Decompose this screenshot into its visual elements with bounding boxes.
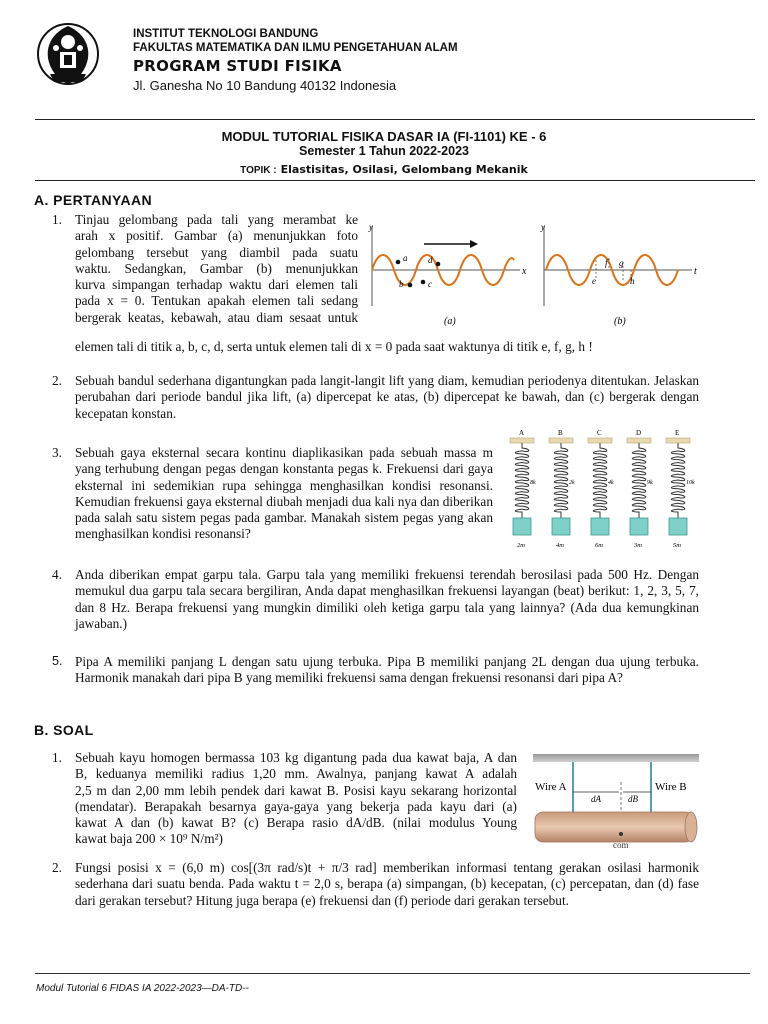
s1-line: B, keduanya memiliki radius 1,20 mm. Awalnya, panjang kawat A adalah: [75, 766, 517, 782]
section-b-heading: B. SOAL: [34, 722, 94, 738]
point-g: g: [619, 258, 624, 268]
point-d: d: [428, 255, 433, 265]
q1-line: waktu. Sedangkan, Gambar (b) menunjukkan: [75, 260, 358, 276]
q3-text: Sebuah gaya eksternal secara kontinu diaplikasikan pada sebuah massa m yang terhubung dengan pegas dengan konstanta pegas k. Frekuensi dari gaya eksternal ini sedemikian rupa sehingga menghasilkan kondisi resonansi. Kemudian frekuensi gaya eksternal diubah menjadi dua kali nya dan diberikan pada salah satu sistem pegas pada gambar. Manakah sistem pegas yang akan menghasilkan kondisi resonansi?: [75, 445, 493, 542]
wave-figure: [366, 220, 712, 332]
label-b: (b): [614, 316, 626, 327]
wire-a-label: Wire A: [535, 781, 567, 793]
topic-line: [0, 160, 768, 178]
q1-line: Tinjau gelombang pada tali yang merambat ke: [75, 212, 358, 227]
axis-y-a: y: [369, 222, 373, 232]
q1-line: gelombang tersebut yang diambil pada suatu: [75, 244, 358, 260]
spring-mount: [627, 438, 651, 443]
q4-number: 4.: [52, 567, 62, 582]
semester: Semester 1 Tahun 2022-2023: [298, 144, 469, 158]
q1-line: pada x = 0. Tentukan apakah elemen tali sedang: [75, 293, 358, 309]
mass-label: 5m: [673, 542, 681, 549]
q2-text: Sebuah bandul sederhana digantungkan pada langit-langit lift yang diam, kemudian periodenya ditentukan. Jelaskan perubahan dari periode bandul jika lift, (a) dipercepat ke atas, (b) dipercepat ke bawah, dan (c) bergerak dengan kecepatan konstan.: [75, 373, 699, 421]
spring-mount: [588, 438, 612, 443]
point-e: e: [592, 276, 596, 286]
q1-line: arah x positif. Gambar (a) menunjukkan foto: [75, 228, 358, 244]
s1-line: (mendatar). Berapakah besarnya gaya-gaya yang bekerja pada kayu dari (a): [75, 798, 517, 814]
com-label: com: [613, 840, 629, 850]
q2-number: 2.: [52, 373, 62, 388]
mass-label: 6m: [595, 542, 603, 549]
itb-logo: [36, 18, 100, 90]
spring-mount: [549, 438, 573, 443]
mass-block: [513, 518, 531, 535]
mass-block: [669, 518, 687, 535]
mass-label: 4m: [556, 542, 564, 549]
faculty-name: FAKULTAS MATEMATIKA DAN ILMU PENGETAHUAN ALAM: [133, 42, 458, 54]
spring-label: C: [597, 429, 602, 437]
axis-y-b: y: [541, 222, 545, 232]
address: Jl. Ganesha No 10 Bandung 40132 Indonesia: [133, 78, 397, 93]
s1-line: kawat baja 200 × 10⁹ N/m²): [75, 831, 223, 847]
program-name: PROGRAM STUDI FISIKA: [133, 57, 342, 75]
point-b: b: [399, 279, 404, 289]
spring-constant: 2k: [569, 480, 575, 486]
log-figure: [531, 752, 701, 852]
q4-text: Anda diberikan empat garpu tala. Garpu tala yang memiliki frekuensi terendah berosilasi pada 500 Hz. Dengan memukul dua garpu tala secara bergiliran, Anda dapat menghasilkan frekuensi layangan (beat) berikut: 1, 2, 3, 5, 7, dan 8 Hz. Berapa frekuensi yang mungkin dimiliki oleh ketiga garpu tala yang lainnya? (Ada dua kemungkinan jawaban.): [75, 567, 699, 631]
q1-last-line: elemen tali di titik a, b, c, d, serta untuk elemen tali di x = 0 pada saat waktunya di titik e, f, g, h !: [75, 339, 593, 354]
label-a: (a): [444, 316, 456, 327]
point-h: h: [630, 276, 635, 286]
wire-b-label: Wire B: [655, 781, 687, 793]
da-label: dA: [591, 794, 601, 804]
topic-label: TOPIK :: [240, 165, 277, 176]
spring-coil: [593, 443, 607, 518]
mass-block: [630, 518, 648, 535]
q1-line: bergerak keatas, kebawah, atau diam sesaat untuk: [75, 309, 358, 325]
spring-constant: 4k: [608, 480, 614, 486]
s2-number: 2.: [52, 860, 62, 875]
s1-line: kawat A dan (b) kawat B? (c) Berapa rasio dA/dB. (nilai modulus Young: [75, 815, 517, 831]
header-divider: [35, 119, 755, 120]
spring-constant: 9k: [647, 480, 653, 486]
db-label: dB: [628, 794, 638, 804]
title-divider: [35, 180, 755, 181]
point-f: f: [605, 258, 608, 268]
s1-text: [75, 750, 517, 848]
q1-text: [75, 212, 358, 326]
spring-label: E: [675, 429, 680, 437]
spring-constant: 8k: [530, 480, 536, 486]
spring-coil: [554, 443, 568, 518]
mass-label: 2m: [517, 542, 525, 549]
s1-line: 2,5 m dan 2,00 mm lebih pendek dari kawat B. Posisi kayu sekarang horizontal: [75, 782, 517, 798]
spring-coil: [515, 443, 529, 518]
footer-text: Modul Tutorial 6 FIDAS IA 2022-2023—DA-TD--: [36, 983, 249, 994]
s1-line: Sebuah kayu homogen bermassa 103 kg digantung pada dua kawat baja, A dan: [75, 750, 517, 765]
spring-label: A: [519, 429, 525, 437]
axis-x-a: x: [522, 266, 527, 277]
spring-mount: [666, 438, 690, 443]
mass-block: [591, 518, 609, 535]
q1-number: 1.: [52, 212, 62, 227]
spring-label: B: [558, 429, 563, 437]
s2-text: Fungsi posisi x = (6,0 m) cos[(3π rad/s)t + π/3 rad] memberikan informasi tentang gerakan osilasi harmonik sederhana dari suatu benda. Pada waktu t = 2,0 s, berapa (a) simpangan, (b) kecepatan, (c) percepatan, dan (d) fase dari gerakan tersebut? Hitung juga berapa (e) frekuensi dan (f) periode dari gerakan tersebut.: [75, 860, 699, 908]
q3-number: 3.: [52, 445, 62, 460]
spring-constant: 10k: [686, 480, 695, 486]
spring-label: D: [636, 429, 642, 437]
spring-coil: [671, 443, 685, 518]
institute-name: INSTITUT TEKNOLOGI BANDUNG: [133, 28, 319, 40]
module-title: MODUL TUTORIAL FISIKA DASAR IA (FI-1101) KE - 6: [221, 129, 547, 144]
point-a: a: [403, 253, 408, 263]
q5-number: 5.: [52, 654, 63, 668]
mass-block: [552, 518, 570, 535]
axis-t-b: t: [694, 266, 697, 277]
springs-figure: [506, 426, 698, 554]
q1-line: kurva simpangan terhadap waktu dari elemen tali: [75, 277, 358, 293]
footer-rule: [35, 973, 750, 974]
spring-mount: [510, 438, 534, 443]
section-a-heading: A. PERTANYAAN: [34, 192, 152, 208]
mass-label: 3m: [634, 542, 642, 549]
topic-value: Elastisitas, Osilasi, Gelombang Mekanik: [280, 163, 528, 176]
spring-coil: [632, 443, 646, 518]
point-c: c: [428, 279, 432, 289]
q5-text: Pipa A memiliki panjang L dengan satu ujung terbuka. Pipa B memiliki panjang 2L dengan dua ujung terbuka. Harmonik manakah dari pipa B yang memiliki frekuensi sama dengan frekuensi resonansi dari pipa A?: [75, 654, 699, 686]
s1-number: 1.: [52, 750, 62, 765]
